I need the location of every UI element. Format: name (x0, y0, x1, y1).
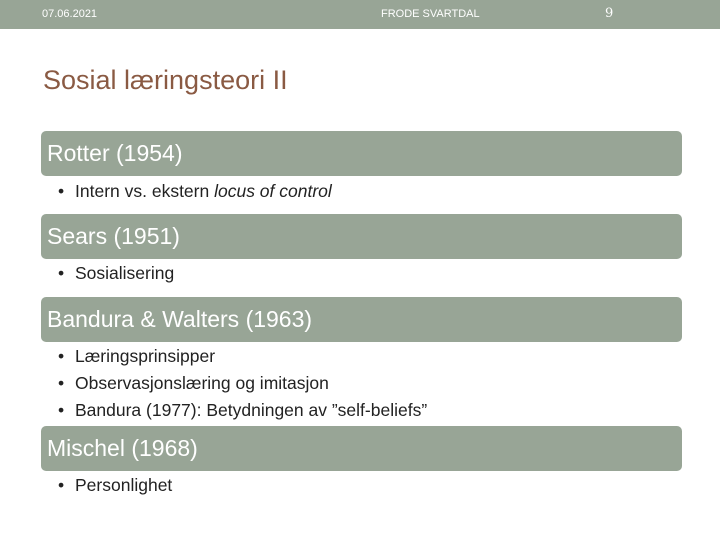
bullet-text: Sosialisering (75, 263, 175, 283)
section-bullets-rotter (58, 178, 332, 205)
bullet-dot-icon: • (58, 263, 65, 283)
slide-date: 07.06.2021 (42, 8, 98, 20)
bullet-item (58, 178, 332, 205)
bullet-item (58, 370, 427, 397)
slide-author: FRODE SVARTDAL (381, 8, 480, 20)
section-bullets-sears (58, 260, 174, 287)
slide-title: Sosial læringsteori II (43, 65, 288, 95)
bullet-dot-icon: • (58, 346, 65, 366)
bullet-text: Læringsprinsipper (75, 346, 216, 366)
bullet-text: Personlighet (75, 475, 173, 495)
section-header-bandura-walters: Bandura & Walters (1963) (41, 297, 682, 342)
slide-page-number: 9 (605, 6, 614, 21)
section-header-mischel: Mischel (1968) (41, 426, 682, 471)
bullet-item (58, 343, 427, 370)
bullet-dot-icon: • (58, 475, 65, 495)
section-bullets-mischel (58, 472, 172, 499)
bullet-text: Intern vs. ekstern (75, 181, 215, 201)
bullet-emphasis: locus of control (214, 181, 332, 201)
bullet-text: Observasjonslæring og imitasjon (75, 373, 329, 393)
section-header-rotter: Rotter (1954) (41, 131, 682, 176)
slide-header-bar (0, 0, 720, 29)
bullet-item (58, 397, 427, 424)
bullet-dot-icon: • (58, 181, 65, 201)
section-bullets-bandura-walters (58, 343, 427, 424)
bullet-dot-icon: • (58, 373, 65, 393)
bullet-text: Bandura (1977): Betydningen av ”self-beliefs” (75, 400, 428, 420)
bullet-item (58, 472, 172, 499)
bullet-item (58, 260, 174, 287)
bullet-dot-icon: • (58, 400, 65, 420)
section-header-sears: Sears (1951) (41, 214, 682, 259)
